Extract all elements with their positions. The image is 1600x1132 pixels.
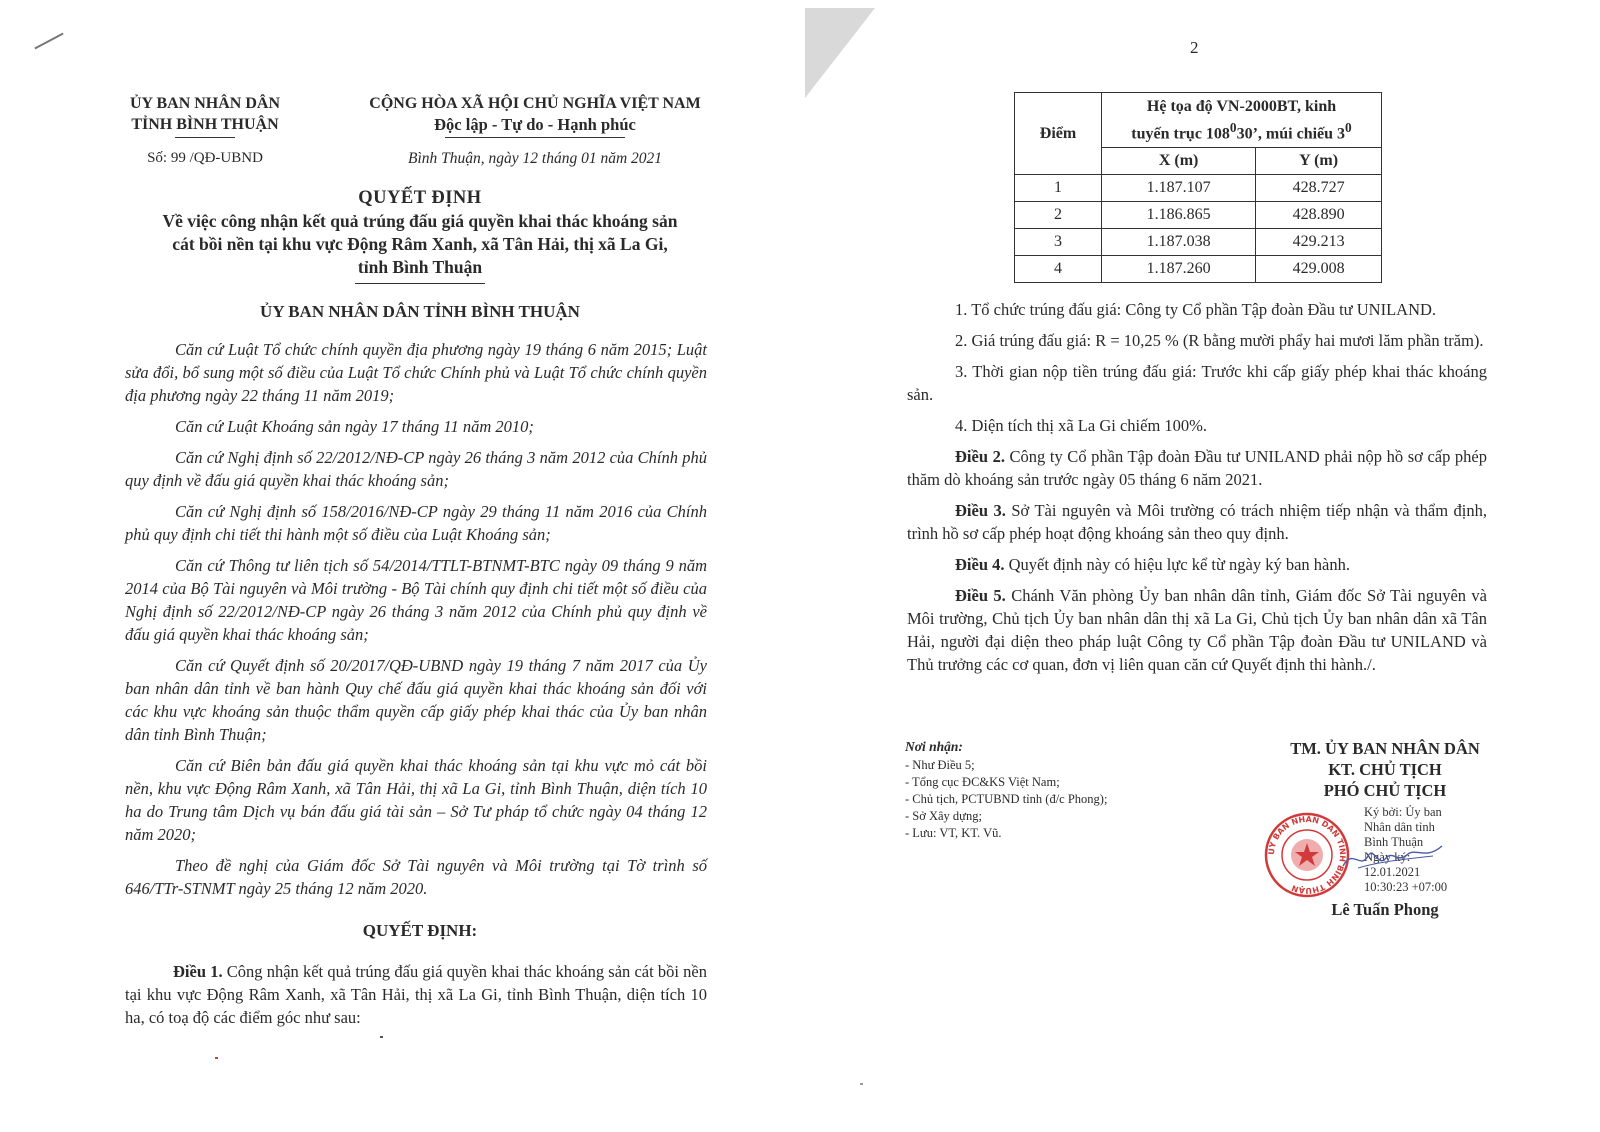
cell-x: 1.186.865 (1102, 202, 1256, 229)
basis-paragraph: Theo đề nghị của Giám đốc Sở Tài nguyên và Môi trường tại Tờ trình số 646/TTr-STNMT ngày 25 tháng 12 năm 2020. (125, 856, 707, 898)
basis-paragraph: Căn cứ Biên bản đấu giá quyền khai thác khoáng sản tại khu vực mỏ cát bồi nền, khu vực Động Râm Xanh, xã Tân Hải, thị xã La Gi, tỉnh Bình Thuận, diện tích 10 ha do Trung tâm Dịch vụ bán đấu giá tài sản – Sở Tư pháp tổ chức ngày 04 tháng 12 năm 2020; (125, 756, 707, 844)
sig-info-line: Bình Thuận (1364, 835, 1424, 849)
col-point-header: Điểm (1015, 93, 1102, 175)
article-label: Điều 4. (955, 555, 1005, 574)
col-y-header: Y (m) (1256, 148, 1382, 175)
legal-bases (125, 338, 707, 908)
basis-paragraph: Căn cứ Luật Khoáng sản ngày 17 tháng 11 năm 2010; (175, 417, 534, 436)
sign-line1: TM. ỦY BAN NHÂN DÂN (1290, 739, 1480, 758)
cell-point: 4 (1015, 256, 1102, 283)
recipient-item: - Sở Xây dựng; (905, 809, 982, 823)
title-underline (355, 283, 485, 284)
article-5 (907, 584, 1487, 676)
agency-line2: TỈNH BÌNH THUẬN (131, 116, 279, 133)
basis-paragraph: Căn cứ Quyết định số 20/2017/QĐ-UBND ngày 19 tháng 7 năm 2017 của Ủy ban nhân dân tỉnh về ban hành Quy chế đấu giá quyền khai thác khoáng sản đối với các khu vực khoáng sản thuộc thẩm quyền cấp giấy phép khai thác của Ủy ban nhân dân tỉnh Bình Thuận; (125, 656, 707, 744)
scan-speck (380, 1036, 383, 1038)
cell-point: 3 (1015, 229, 1102, 256)
cell-x: 1.187.038 (1102, 229, 1256, 256)
article-label: Điều 5. (955, 586, 1006, 605)
table-row (1015, 256, 1382, 283)
recipient-item: - Như Điều 5; (905, 758, 975, 772)
table-row (1015, 202, 1382, 229)
system-line2b: 30’, múi chiếu 3 (1236, 125, 1346, 143)
article-text: Chánh Văn phòng Ủy ban nhân dân tỉnh, Giám đốc Sở Tài nguyên và Môi trường, Chủ tịch Ủy ban nhân dân thị xã La Gi, Chủ tịch Ủy ban nhân dân xã Tân Hải, người đại diện theo pháp luật Công ty Cổ phần Tập đoàn Đầu tư UNILAND và Thủ trưởng các cơ quan, đơn vị liên quan căn cứ Quyết định thi hành./. (907, 586, 1488, 674)
cell-y: 429.213 (1256, 229, 1382, 256)
basis-paragraph: Căn cứ Nghị định số 22/2012/NĐ-CP ngày 26 tháng 3 năm 2012 của Chính phủ quy định về đấu giá quyền khai thác khoáng sản; (125, 448, 707, 490)
cell-x: 1.187.260 (1102, 256, 1256, 283)
basis-paragraph: Căn cứ Luật Tổ chức chính quyền địa phương ngày 19 tháng 6 năm 2015; Luật sửa đổi, bổ sung một số điều của Luật Tổ chức Chính phủ và Luật Tổ chức chính quyền địa phương ngày 22 tháng 11 năm 2019; (125, 340, 707, 405)
agency-line1: ỦY BAN NHÂN DÂN (129, 95, 281, 112)
article-text: Sở Tài nguyên và Môi trường có trách nhiệm tiếp nhận và thẩm định, trình hồ sơ cấp phép hoạt động khoáng sản theo quy định. (907, 501, 1487, 543)
title-main: QUYẾT ĐỊNH (358, 188, 482, 208)
col-x-header: X (m) (1102, 148, 1256, 175)
recipients-heading: Nơi nhận: (905, 739, 963, 754)
title-subject: Về việc công nhận kết quả trúng đấu giá quyền khai thác khoáng sản cát bồi nền tại khu vực Động Râm Xanh, xã Tân Hải, thị xã La Gi, tỉnh Bình Thuận (162, 211, 678, 277)
article-label: Điều 2. (955, 447, 1005, 466)
article-label: Điều 3. (955, 501, 1006, 520)
article-2 (907, 445, 1487, 491)
issuer-heading: ỦY BAN NHÂN DÂN TỈNH BÌNH THUẬN (260, 302, 580, 321)
recipient-item: - Chủ tịch, PCTUBND tỉnh (đ/c Phong); (905, 792, 1108, 806)
table-row (1015, 175, 1382, 202)
system-line2: tuyến trục 108 (1131, 125, 1230, 143)
sign-line3: PHÓ CHỦ TỊCH (1323, 781, 1447, 800)
article-text: Công nhận kết quả trúng đấu giá quyền khai thác khoáng sản cát bồi nền tại khu vực Động Râm Xanh, xã Tân Hải, thị xã La Gi, tỉnh Bình Thuận, diện tích 10 ha, có toạ độ các điểm góc như sau: (125, 962, 708, 1027)
cell-x: 1.187.107 (1102, 175, 1256, 202)
recipient-item: - Lưu: VT, KT. Vũ. (905, 826, 1002, 840)
item-paragraph: 3. Thời gian nộp tiền trúng đấu giá: Trước khi cấp giấy phép khai thác khoáng sản. (907, 362, 1487, 404)
sig-info-line: 10:30:23 +07:00 (1364, 880, 1448, 894)
sig-info-line: Ký bởi: Ủy ban (1364, 805, 1442, 819)
scan-speck (215, 1057, 218, 1059)
cell-point: 2 (1015, 202, 1102, 229)
page-corner-fold (805, 8, 875, 98)
system-line1: Hệ tọa độ VN-2000BT, kinh (1146, 97, 1337, 115)
sig-info-line: Ngày ký: (1364, 850, 1411, 864)
decision-body (907, 298, 1487, 684)
article-4 (907, 553, 1487, 576)
national-motto: Độc lập - Tự do - Hạnh phúc (434, 115, 636, 134)
scan-speck (860, 1083, 863, 1085)
cell-y: 429.008 (1256, 256, 1382, 283)
sig-info-line: Nhân dân tỉnh (1364, 820, 1435, 834)
recipient-item: - Tổng cục ĐC&KS Việt Nam; (905, 775, 1060, 789)
country-name: CỘNG HÒA XÃ HỘI CHỦ NGHĨA VIỆT NAM (369, 95, 701, 112)
svg-text:ỦY BAN NHÂN DÂN TỈNH BÌNH THUẬ: ỦY BAN NHÂN DÂN TỈNH BÌNH THUẬN (1266, 814, 1348, 896)
degree-mark: 0 (1345, 119, 1352, 135)
degree-mark: 0 (1229, 119, 1237, 135)
article-3 (907, 499, 1487, 545)
recipients-block (905, 738, 1205, 842)
handwritten-signature-icon (1338, 838, 1448, 878)
sig-info-line: 12.01.2021 (1364, 865, 1421, 879)
item-paragraph: 1. Tổ chức trúng đấu giá: Công ty Cổ phần Tập đoàn Đầu tư UNILAND. (955, 300, 1437, 319)
motto-underline (445, 137, 625, 138)
article-label: Điều 1. (173, 962, 223, 981)
header-underline (175, 137, 235, 138)
coordinate-table (1014, 92, 1382, 283)
basis-paragraph: Căn cứ Nghị định số 158/2016/NĐ-CP ngày 29 tháng 11 năm 2016 của Chính phủ quy định chi tiết thi hành một số điều của Luật Khoáng sản; (125, 502, 707, 544)
decision-heading: QUYẾT ĐỊNH: (362, 921, 478, 940)
national-header (340, 93, 730, 169)
item-paragraph: 4. Diện tích thị xã La Gi chiếm 100%. (955, 416, 1208, 435)
doc-number: Số: 99 /QĐ-UBND (147, 150, 263, 166)
article-1 (125, 960, 707, 1029)
article-text: Quyết định này có hiệu lực kể từ ngày ký ban hành. (1004, 555, 1351, 574)
page-number: 2 (1190, 38, 1199, 57)
cell-y: 428.890 (1256, 202, 1382, 229)
table-row (1015, 229, 1382, 256)
decision-title (100, 187, 740, 284)
cell-y: 428.727 (1256, 175, 1382, 202)
article-text: Công ty Cổ phần Tập đoàn Đầu tư UNILAND phải nộp hồ sơ cấp phép thăm dò khoáng sản trước ngày 05 tháng 6 năm 2021. (907, 447, 1488, 489)
signature-title (1240, 738, 1530, 801)
cell-point: 1 (1015, 175, 1102, 202)
sign-line2: KT. CHỦ TỊCH (1328, 760, 1442, 779)
basis-paragraph: Căn cứ Thông tư liên tịch số 54/2014/TTLT-BTNMT-BTC ngày 09 tháng 9 năm 2014 của Bộ Tài nguyên và Môi trường - Bộ Tài chính quy định chi tiết một số điều của Nghị định số 22/2012/NĐ-CP ngày 26 tháng 3 năm 2012 của Chính phủ quy định về đấu giá quyền khai thác khoáng sản; (125, 556, 707, 644)
place-date: Bình Thuận, ngày 12 tháng 01 năm 2021 (407, 150, 663, 167)
col-system-header (1102, 93, 1382, 148)
item-paragraph: 2. Giá trúng đấu giá: R = 10,25 % (R bằng mười phẩy hai mươi lăm phần trăm). (955, 331, 1484, 350)
agency-header (115, 93, 295, 169)
signer-name: Lê Tuấn Phong (1331, 900, 1439, 919)
